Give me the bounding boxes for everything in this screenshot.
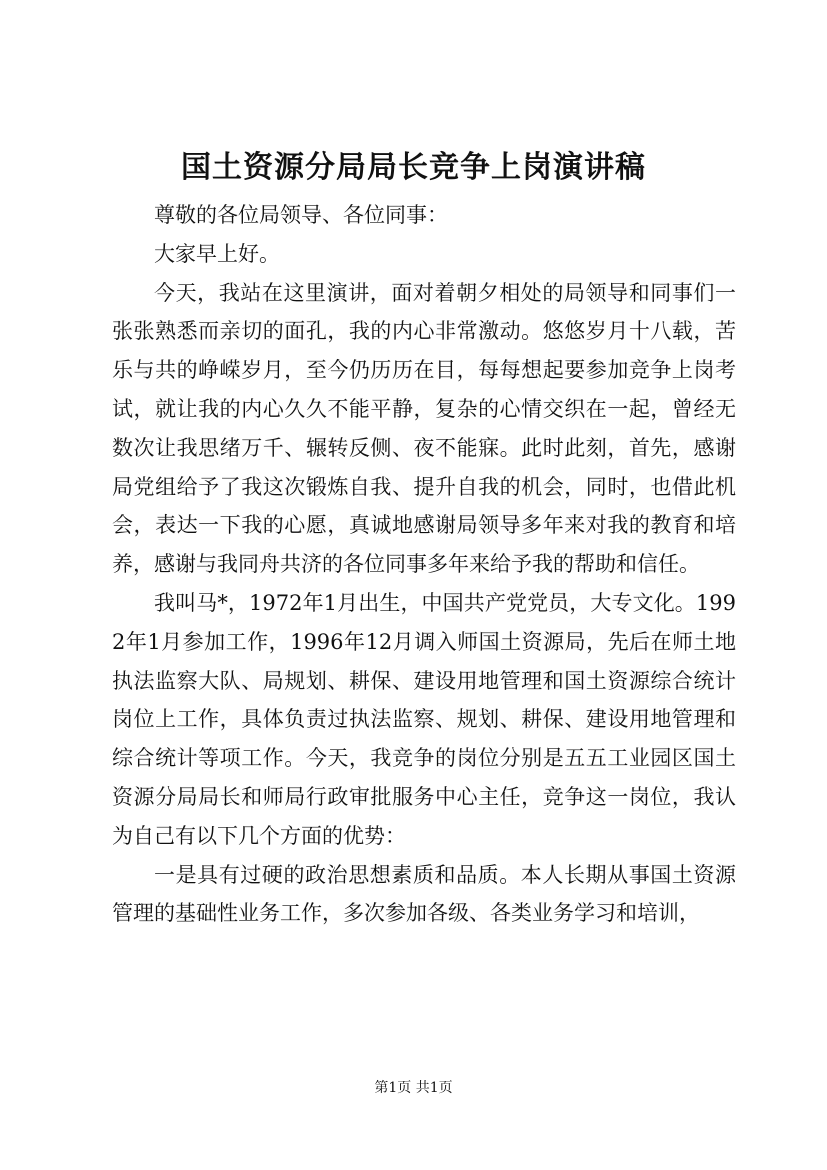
page-number-footer: 第1页 共1页 — [374, 1080, 453, 1096]
advantage-paragraph: 一是具有过硬的政治思想素质和品质。本人长期从事国土资源管理的基础性业务工作，多次参加各级、各类业务学习和培训， — [112, 862, 736, 926]
greeting-paragraph: 大家早上好。 — [154, 241, 280, 266]
salutation-paragraph: 尊敬的各位局领导、各位同事： — [154, 203, 448, 227]
opening-paragraph: 今天，我站在这里演讲，面对着朝夕相处的局领导和同事们一张张熟悉而亲切的面孔，我的内心非常激动。悠悠岁月十八载，苦乐与共的峥嵘岁月，至今仍历历在目，每每想起要参加竞争上岗考试，就让我的内心久久不能平静，复杂的心情交织在一起，曾经无数次让我思绪万千、辗转反侧、夜不能寐。此时此刻，首先，感谢局党组给予了我这次锻炼自我、提升自我的机会，同时，也借此机会，表达一下我的心愿，真诚地感谢局领导多年来对我的教育和培养，感谢与我同舟共济的各位同事多年来给予我的帮助和信任。 — [112, 280, 736, 577]
document-title: 国土资源分局局长竞争上岗演讲稿 — [181, 150, 646, 185]
introduction-paragraph: 我叫马*，1972年1月出生，中国共产党党员，大专文化。1992年1月参加工作，1996年12月调入师国土资源局，先后在师土地执法监察大队、局规划、耕保、建设用地管理和国土资源综合统计岗位上工作，具体负责过执法监察、规划、耕保、建设用地管理和综合统计等项工作。今天，我竞争的岗位分别是五五工业园区国土资源分局局长和师局行政审批服务中心主任，竞争这一岗位，我认为自己有以下几个方面的优势： — [112, 590, 736, 848]
document-body — [112, 196, 736, 933]
